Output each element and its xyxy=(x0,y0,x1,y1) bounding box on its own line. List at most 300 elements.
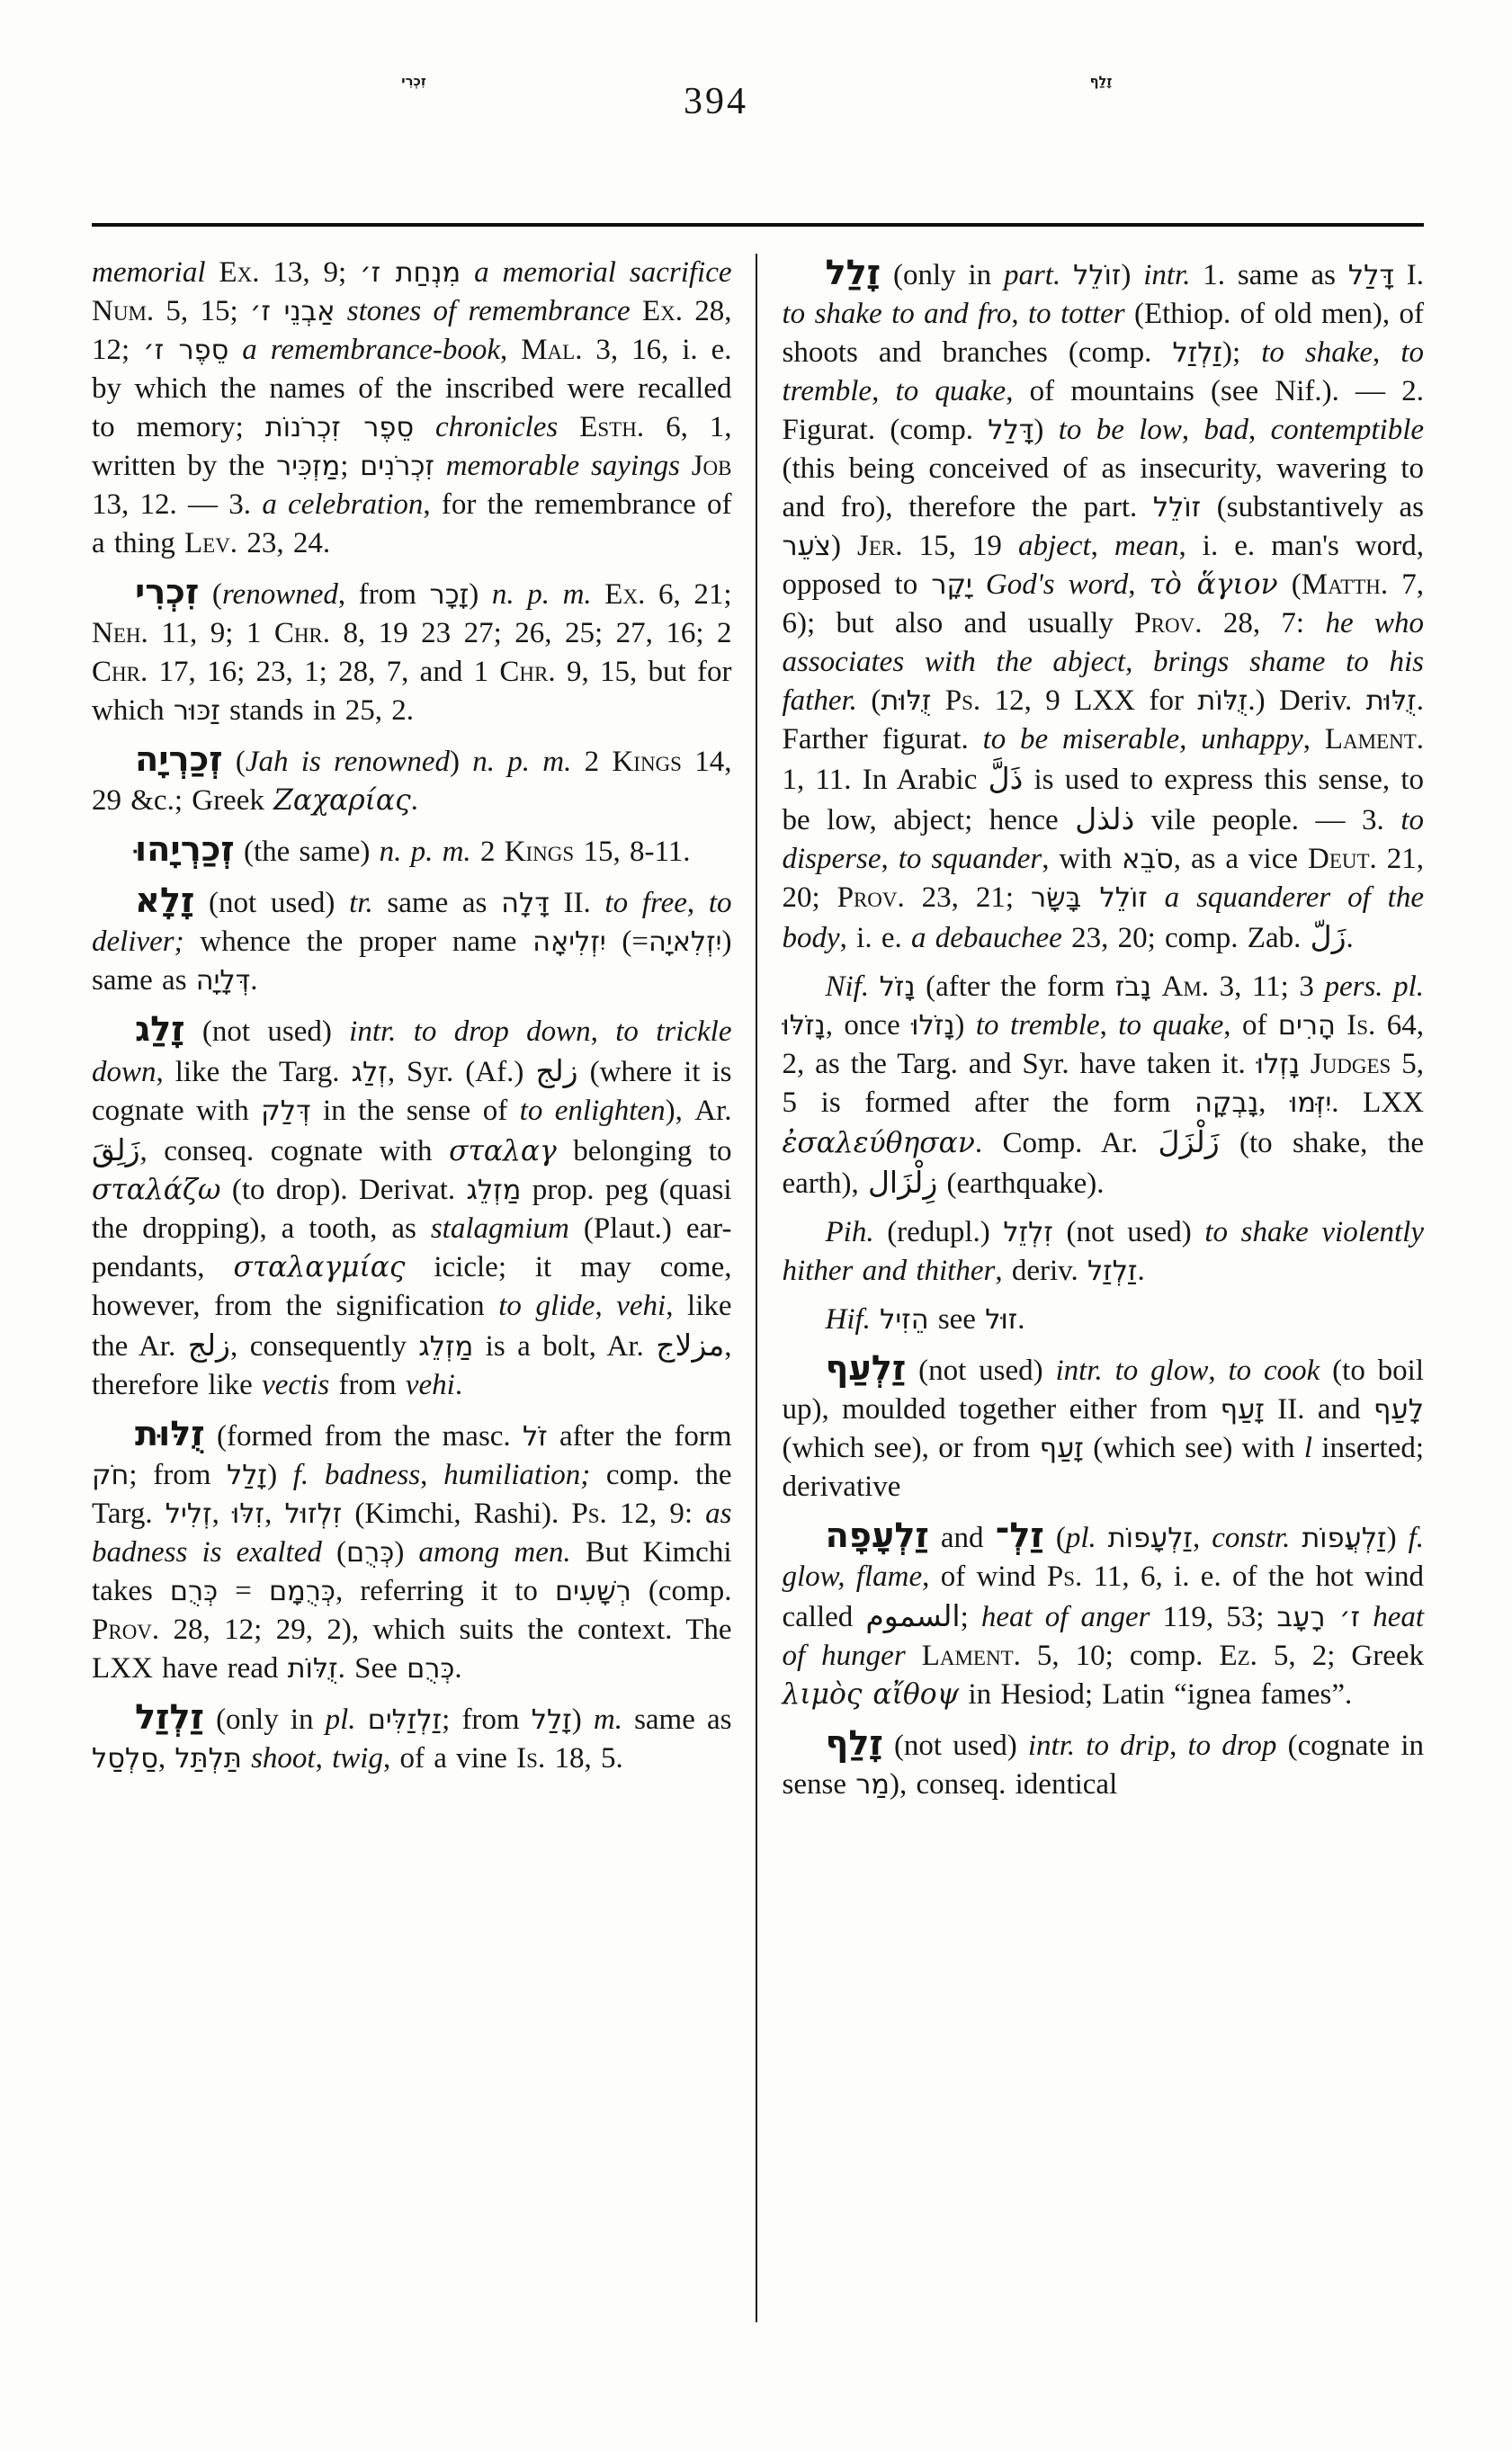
body-text xyxy=(242,1742,251,1775)
book-abbrev: Jer. xyxy=(857,530,903,562)
hebrew-text: זַלְעָפוֹת xyxy=(1107,1523,1194,1554)
hebrew-text: אַבְנֵי ז׳ xyxy=(249,296,336,327)
body-text: (substantively as xyxy=(1201,491,1425,523)
body-text: 18, 5. xyxy=(545,1742,623,1775)
book-abbrev: Is. xyxy=(516,1742,546,1775)
body-text: prop. peg (quasi the dropping), a tooth, as xyxy=(92,1174,732,1245)
italic-text: to tremble xyxy=(782,336,1425,407)
hebrew-text: יִזְּמוּ xyxy=(1290,1087,1332,1119)
body-text xyxy=(972,568,986,601)
body-text: (to boil up), moulded together either from xyxy=(782,1355,1425,1426)
hebrew-text: נָבְקָה xyxy=(1194,1087,1259,1119)
italic-text: intr. xyxy=(1027,1730,1076,1762)
book-abbrev: Kings xyxy=(504,836,575,868)
hebrew-headword: זְכַרְיָהוּ xyxy=(135,829,235,870)
greek-text: τὸ ἅγιον xyxy=(1149,568,1278,601)
body-text: 5, 2; Greek xyxy=(1257,1640,1424,1672)
hebrew-text: זוֹלֵל xyxy=(1073,260,1122,291)
book-abbrev: Chr. xyxy=(273,617,331,649)
book-abbrev: Lament. xyxy=(1324,723,1424,756)
body-text: , xyxy=(1302,723,1325,756)
body-text: . xyxy=(1346,922,1354,954)
italic-text: Nif. xyxy=(825,970,870,1003)
hebrew-text: רְשָׁעִים xyxy=(554,1576,631,1607)
book-abbrev: Ps. xyxy=(944,684,981,717)
body-text: comp. the Targ. xyxy=(92,1459,732,1530)
entry-paragraph xyxy=(92,830,732,872)
body-text: (Kimchi, Rashi). xyxy=(342,1498,572,1530)
body-text: (to drop). Derivat. xyxy=(220,1174,467,1206)
hebrew-text: מִנְחַת ז׳ xyxy=(360,257,461,289)
hebrew-text: זָלַל xyxy=(227,1460,268,1491)
italic-text: n. p. m. xyxy=(491,578,592,611)
body-text: is used to express this sense, to be low, abject; hence xyxy=(782,764,1424,836)
entry-paragraph xyxy=(783,1301,1425,1339)
entry-paragraph xyxy=(783,1724,1425,1804)
body-text: 14, 29 &c.; Greek xyxy=(92,746,732,817)
body-text xyxy=(228,334,242,366)
book-abbrev: Neh. xyxy=(92,617,148,649)
body-text xyxy=(396,1015,413,1048)
body-text: ) same as xyxy=(92,925,732,997)
body-text: 2 xyxy=(470,836,505,868)
body-text: same as xyxy=(622,1703,732,1736)
italic-text: humiliation; xyxy=(443,1459,591,1491)
body-text: , once xyxy=(825,1009,912,1042)
body-text xyxy=(1075,1730,1086,1762)
body-text: ) xyxy=(469,578,492,611)
body-text: 3, 11; 3 xyxy=(1209,970,1325,1003)
entry-paragraph xyxy=(92,1415,732,1688)
italic-text: to squander xyxy=(898,843,1042,875)
book-abbrev: Deut. xyxy=(1308,843,1377,875)
italic-text: Hif. xyxy=(825,1303,871,1336)
italic-text: to shake to and fro xyxy=(782,298,1012,330)
running-head xyxy=(0,0,1512,219)
body-text: , i. e. man's word, opposed to xyxy=(782,530,1424,601)
body-text xyxy=(309,1459,325,1491)
hebrew-text: זִלּוּ xyxy=(232,1498,265,1530)
body-text: 23, 21; xyxy=(904,881,1031,914)
body-text: 12, 9: xyxy=(606,1498,706,1530)
italic-text: twig xyxy=(332,1742,383,1775)
hebrew-text: נָזֹלּוּ xyxy=(782,1010,826,1042)
book-abbrev: Chr. xyxy=(499,656,556,688)
body-text: 5, 15; xyxy=(154,295,250,327)
italic-text: to enlighten xyxy=(519,1095,666,1127)
body-text: 15, 8-11. xyxy=(574,836,691,868)
body-text xyxy=(461,256,474,289)
body-text: vile people. — 3. xyxy=(1134,804,1401,836)
hebrew-headword: זְכַרְיָה xyxy=(135,739,223,780)
entry-paragraph xyxy=(783,1213,1425,1291)
italic-text: to drop down xyxy=(413,1015,591,1048)
book-abbrev: Prov. xyxy=(92,1614,160,1646)
italic-text: to disperse xyxy=(782,804,1424,875)
body-text: (cognate in sense xyxy=(782,1730,1424,1801)
body-text: ) xyxy=(571,1703,594,1736)
hebrew-text: דָּלַל xyxy=(988,415,1034,446)
running-head-left-keyword: זִכְרִי xyxy=(401,74,426,89)
body-text: (= xyxy=(605,925,649,958)
body-text xyxy=(1290,1522,1302,1554)
body-text xyxy=(869,970,880,1003)
body-text: , consequently xyxy=(229,1330,419,1363)
body-text: II. xyxy=(549,887,605,919)
italic-text: f. xyxy=(292,1459,309,1491)
italic-text: to deliver; xyxy=(92,887,732,958)
hebrew-text: נָזֹל xyxy=(879,971,916,1003)
hebrew-text: יָקָר xyxy=(931,569,972,601)
body-text: 28, 12; xyxy=(92,295,732,366)
body-text: 2 xyxy=(571,746,613,778)
italic-text: among men. xyxy=(418,1536,571,1569)
body-text xyxy=(906,1640,922,1672)
body-text: 28, 12; 29, 2), which suits the context. The LXX have read xyxy=(92,1614,732,1685)
body-text: (only in xyxy=(881,259,1004,291)
italic-text: bad xyxy=(1203,414,1248,446)
hebrew-text: זְלַג xyxy=(351,1057,388,1088)
entry-paragraph xyxy=(92,1698,732,1778)
body-text: (redupl.) xyxy=(873,1216,1004,1248)
hebrew-text: נָזֹלוּ xyxy=(911,1010,955,1042)
hebrew-text: כְּרֻם xyxy=(407,1653,455,1685)
arabic-text: زلج xyxy=(535,1053,578,1088)
body-text: , xyxy=(1208,1355,1229,1387)
hebrew-text: זֻלּוֹת xyxy=(287,1653,338,1685)
body-text: 1, 11. In Arabic xyxy=(782,764,989,796)
italic-text: badness xyxy=(324,1459,421,1491)
body-text xyxy=(631,295,642,327)
body-text: 64, 2, as the Targ. and Syr. have taken it. xyxy=(782,1009,1425,1080)
italic-text: to be miserable, unhappy xyxy=(982,723,1303,756)
book-abbrev: Judges xyxy=(1310,1048,1391,1080)
italic-text: to drip xyxy=(1086,1730,1170,1762)
hebrew-text: כְּרֻם xyxy=(169,1576,219,1607)
body-text: 9, 15, but for which xyxy=(92,656,732,727)
body-text: I. xyxy=(1393,259,1425,291)
arabic-text: زلج xyxy=(187,1328,230,1363)
italic-text: to shake xyxy=(1261,336,1373,369)
italic-text: renowned xyxy=(221,578,338,611)
italic-text: l xyxy=(1303,1432,1312,1464)
italic-text: Jah is renowned xyxy=(245,746,450,778)
body-text: , xyxy=(872,375,896,407)
body-text: 28, 7: xyxy=(1202,607,1326,639)
greek-text: σταλαγμίας xyxy=(233,1251,406,1283)
arabic-text: زِلْزَال xyxy=(867,1165,938,1200)
italic-text: a debauchee xyxy=(910,922,1062,954)
body-text xyxy=(434,450,446,482)
body-text: ; xyxy=(340,450,361,482)
body-text: , xyxy=(211,1498,233,1530)
body-text: , xyxy=(157,1742,175,1775)
italic-text: to shake violently hither and thither xyxy=(782,1216,1425,1287)
hebrew-text: זַלְעֲפוֹת xyxy=(1302,1523,1387,1554)
body-text: , deriv. xyxy=(995,1255,1087,1287)
arabic-text: السموم xyxy=(865,1598,961,1633)
italic-text: to totter xyxy=(1028,298,1125,330)
body-text: , xyxy=(590,1015,616,1048)
greek-text: σταλάζω xyxy=(92,1174,221,1206)
greek-text: σταλαγ xyxy=(449,1135,557,1167)
body-text: (Ethiop. of old men), of shoots and branches (comp. xyxy=(782,298,1425,369)
body-text: ) xyxy=(1121,259,1144,291)
body-text: icicle; it may come, however, from the signification xyxy=(92,1251,732,1322)
body-text: ) xyxy=(394,1536,419,1569)
italic-text: chronicles xyxy=(435,411,559,443)
body-text: , conseq. cognate with xyxy=(139,1135,450,1167)
hebrew-text: דָּלַל xyxy=(1347,260,1394,291)
body-text: , of mountains (see Nif.). — 2. Figurat. (comp. xyxy=(782,375,1425,446)
body-text xyxy=(1360,1601,1373,1633)
body-text: (formed from the masc. xyxy=(204,1420,523,1453)
italic-text: vehi xyxy=(405,1369,455,1401)
book-abbrev: Ex. xyxy=(219,256,260,289)
body-text xyxy=(1300,1048,1311,1080)
body-text: ) xyxy=(1386,1522,1409,1554)
body-text: , with xyxy=(1042,843,1123,875)
body-text: , from xyxy=(337,578,430,611)
book-abbrev: Prov. xyxy=(837,881,905,914)
hebrew-headword: זָלָא xyxy=(135,881,195,921)
body-text: , xyxy=(1128,568,1150,601)
hebrew-headword: זֻלּוּת xyxy=(135,1414,205,1454)
running-head-right-keyword: זָלַף xyxy=(1089,74,1113,89)
body-text: , xyxy=(1011,298,1029,330)
body-text: . xyxy=(454,1369,463,1401)
hebrew-text: מַר xyxy=(855,1769,890,1801)
italic-text: abject xyxy=(1018,530,1091,562)
body-text xyxy=(414,411,435,443)
hebrew-text: כְּרֻם xyxy=(345,1537,395,1569)
italic-text: intr. xyxy=(1055,1355,1103,1387)
body-text: in the sense of xyxy=(310,1095,520,1127)
hebrew-text: זַלְזַלִּים xyxy=(367,1704,443,1736)
body-text: ), conseq. identical xyxy=(890,1768,1118,1801)
body-text xyxy=(680,450,692,482)
italic-text: heat of anger xyxy=(980,1601,1150,1633)
body-text: , like the Targ. xyxy=(156,1056,352,1088)
hebrew-text: צֹעֵר xyxy=(782,531,831,562)
body-text: But Kimchi takes xyxy=(92,1536,732,1607)
body-text: , xyxy=(315,1742,333,1775)
entry-paragraph xyxy=(92,573,732,730)
body-text: . Farther figurat. xyxy=(782,684,1424,756)
body-text: (this being conceived of as insecurity, wavering to and fro), therefore the part. xyxy=(782,452,1424,523)
body-text: , xyxy=(1099,1009,1119,1042)
body-text: 119, 53; xyxy=(1150,1601,1277,1633)
body-text: , of a vine xyxy=(382,1742,517,1775)
hebrew-text: זַלְזַל xyxy=(1172,337,1222,369)
entry-paragraph xyxy=(92,254,732,563)
body-text: (not used) xyxy=(882,1730,1028,1762)
book-abbrev: Num. xyxy=(92,295,155,327)
body-text: 5, 5 is formed after the form xyxy=(782,1048,1425,1119)
body-text: . xyxy=(250,964,258,997)
hebrew-headword: זָלַג xyxy=(135,1009,185,1050)
body-text: 6, 1, written by the xyxy=(92,411,732,482)
body-text: ( xyxy=(321,1536,346,1569)
body-text xyxy=(1103,1355,1115,1387)
hebrew-text: ז׳ רָעָב xyxy=(1276,1602,1361,1633)
hebrew-text: הָרִים xyxy=(1277,1010,1336,1042)
body-text: whence the proper name xyxy=(183,925,533,958)
italic-text: God's word xyxy=(985,568,1129,601)
italic-text: to drop xyxy=(1187,1730,1277,1762)
body-text xyxy=(558,411,579,443)
hebrew-text: יִזְלִאיָה xyxy=(649,926,722,958)
arabic-text: ذلذل xyxy=(1075,801,1135,836)
hebrew-text: זִכְרֹנִים xyxy=(360,451,434,482)
body-text: same as xyxy=(372,887,502,919)
body-text: (only in xyxy=(203,1703,326,1736)
hebrew-text: נָבֹז xyxy=(1114,971,1151,1003)
italic-text: he who associates with the abject, brings shame to his father. xyxy=(782,607,1424,717)
italic-text: a memorial sacrifice xyxy=(474,256,732,289)
hebrew-text: הֵזִיל xyxy=(880,1304,929,1336)
body-text: ; from xyxy=(442,1703,532,1736)
body-text: from xyxy=(329,1369,406,1401)
right-column xyxy=(757,254,1425,2322)
italic-text: tr. xyxy=(349,887,373,919)
arabic-text: زَلْزَلَ xyxy=(1158,1124,1220,1159)
body-text xyxy=(1336,1009,1346,1042)
hebrew-text: זוּל xyxy=(985,1304,1018,1336)
italic-text: stalagmium xyxy=(430,1212,569,1245)
body-text xyxy=(1060,259,1073,291)
hebrew-headword: זַלְעַף xyxy=(825,1348,907,1389)
body-text: (not used) xyxy=(1052,1216,1205,1248)
body-text: ( xyxy=(222,746,246,778)
body-text: 23, 20; comp. Zab. xyxy=(1061,922,1311,954)
body-text: , xyxy=(1090,530,1114,562)
entry-paragraph xyxy=(92,1010,732,1405)
body-text xyxy=(1096,1522,1108,1554)
body-text: , xyxy=(595,1290,617,1322)
hebrew-text: מַזְכִּיר xyxy=(276,451,341,482)
body-text: . xyxy=(1137,1255,1145,1287)
book-abbrev: Kings xyxy=(612,746,682,778)
body-text: (comp. xyxy=(631,1575,732,1607)
body-text: (not used) xyxy=(906,1355,1056,1387)
body-text: , referring it to xyxy=(335,1575,555,1607)
body-text: , xyxy=(1258,1086,1291,1119)
book-abbrev: Mal. xyxy=(521,334,583,366)
italic-text: to quake xyxy=(895,375,1007,407)
body-text: , of xyxy=(1223,1009,1278,1042)
book-abbrev: Matth. xyxy=(1301,568,1389,601)
body-text: = xyxy=(218,1575,269,1607)
hebrew-text: זְלִיל xyxy=(165,1498,212,1530)
book-abbrev: Ez. xyxy=(1219,1640,1257,1672)
hebrew-text: סֹבֵא xyxy=(1122,844,1174,875)
hebrew-text: זָעַף xyxy=(1220,1394,1265,1426)
body-text xyxy=(1148,881,1165,914)
hebrew-text: מַזְלֵג xyxy=(466,1175,522,1206)
body-text: (to shake, the earth), xyxy=(782,1127,1425,1200)
italic-text: to quake xyxy=(1118,1009,1224,1042)
greek-text: Ζαχαρίας xyxy=(273,784,411,817)
italic-text: m. xyxy=(593,1703,622,1736)
body-text: 12, 9 LXX for xyxy=(980,684,1198,717)
body-text: (which see) with xyxy=(1083,1432,1304,1464)
hebrew-text: חֹק xyxy=(92,1460,130,1491)
body-text: ) xyxy=(830,530,858,562)
body-text: is a bolt, Ar. xyxy=(473,1330,657,1363)
body-text: (which see), or from xyxy=(782,1432,1040,1464)
body-text: , xyxy=(1169,1730,1188,1762)
body-text: 23, 24. xyxy=(237,527,331,559)
entry-paragraph xyxy=(92,740,732,820)
arabic-text: زَلّ xyxy=(1310,919,1346,954)
body-text: 6, 21; xyxy=(645,578,732,611)
body-text: 11, 6, i. e. of the hot wind called xyxy=(782,1560,1424,1633)
hebrew-text: זֹל xyxy=(522,1421,548,1453)
italic-text: intr. xyxy=(1143,259,1191,291)
entry-paragraph xyxy=(92,881,732,1000)
italic-text: heat of hunger xyxy=(782,1601,1425,1672)
body-text: (not used) xyxy=(184,1015,350,1048)
body-text: . See xyxy=(337,1652,407,1685)
italic-text: stones of remembrance xyxy=(346,295,631,327)
body-text: , xyxy=(1248,414,1271,446)
book-abbrev: Ps. xyxy=(571,1498,607,1530)
hebrew-text: זַכּוּר xyxy=(173,695,220,727)
body-text: see xyxy=(928,1303,986,1336)
italic-text: to tremble xyxy=(975,1009,1100,1042)
body-text xyxy=(931,684,944,717)
body-text: ( xyxy=(1043,1522,1066,1554)
hebrew-text: יִזְלִיאָה xyxy=(532,926,606,958)
body-text: . xyxy=(454,1652,462,1685)
body-text: ; xyxy=(960,1601,981,1633)
entry-paragraph xyxy=(783,968,1425,1203)
book-abbrev: Lament. xyxy=(921,1640,1021,1672)
body-text: (earthquake). xyxy=(937,1167,1105,1200)
book-abbrev: Job xyxy=(691,450,732,482)
italic-text: mean xyxy=(1114,530,1179,562)
body-text: , xyxy=(420,1459,444,1491)
italic-text: n. p. m. xyxy=(379,836,471,868)
body-text: (the same) xyxy=(234,836,380,868)
italic-text: constr. xyxy=(1212,1522,1291,1554)
body-text: , xyxy=(686,887,709,919)
book-abbrev: Chr. xyxy=(92,656,148,688)
italic-text: to be low xyxy=(1058,414,1182,446)
italic-text: pl. xyxy=(1065,1522,1096,1554)
body-text xyxy=(871,1303,880,1336)
hebrew-text: לָעַף xyxy=(1373,1394,1424,1426)
body-text: , xyxy=(1193,1522,1212,1554)
body-text: 11, 9; 1 xyxy=(148,617,274,649)
italic-text: vectis xyxy=(262,1369,330,1401)
italic-text: to free xyxy=(604,887,687,919)
body-text: , of wind xyxy=(922,1560,1047,1593)
book-abbrev: Ex. xyxy=(641,295,683,327)
entry-paragraph xyxy=(783,1349,1425,1507)
body-text: , Syr. (Af.) xyxy=(387,1056,536,1088)
hebrew-text: דָּלָה xyxy=(501,888,550,919)
greek-text: λιμὸς αἴθοψ xyxy=(782,1678,960,1711)
italic-text: to glide xyxy=(498,1290,595,1322)
italic-text: pers. pl. xyxy=(1324,970,1425,1003)
page-number: 394 xyxy=(684,81,748,122)
body-text: ) xyxy=(267,1459,293,1491)
body-text: and xyxy=(928,1522,996,1554)
entry-paragraph xyxy=(783,1516,1425,1714)
italic-text: to glow xyxy=(1114,1355,1209,1387)
